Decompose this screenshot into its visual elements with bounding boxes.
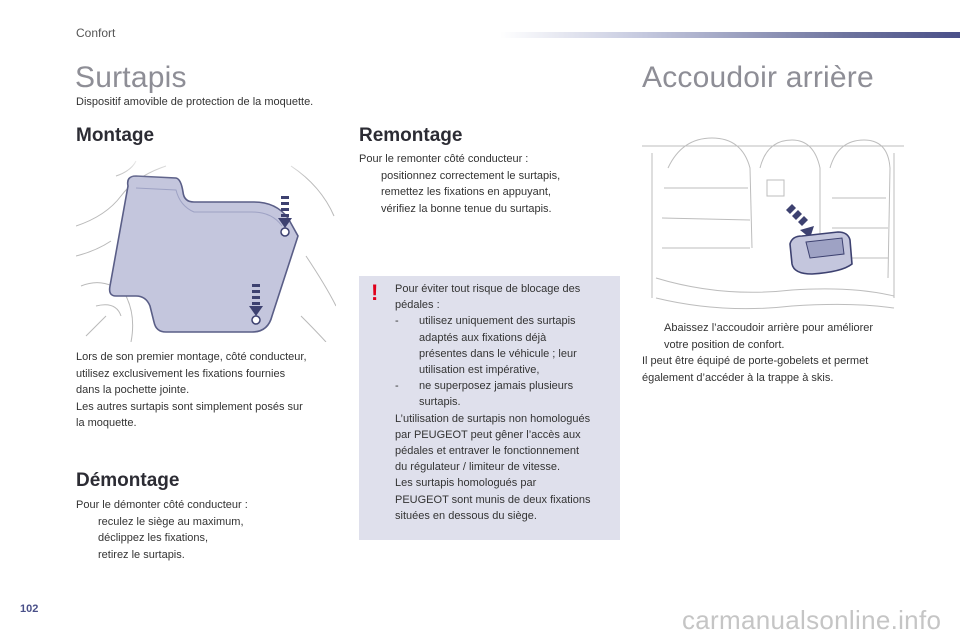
text-line: adaptés aux fixations déjà	[419, 331, 547, 344]
list-item	[76, 514, 346, 531]
text-line: Les surtapis homologués par	[395, 477, 537, 490]
heading-remontage: Remontage	[359, 125, 463, 146]
text-line: pédales et entraver le fonctionnement	[395, 445, 580, 458]
watermark: carmanualsonline.info	[682, 605, 942, 635]
list-item	[359, 184, 619, 201]
text-line: utilisez exclusivement les fixations fournies	[76, 367, 286, 380]
text-line: utilisez uniquement des surtapis	[419, 315, 576, 328]
list-item-text: retirez le surtapis.	[98, 548, 185, 561]
text-line: PEUGEOT sont munis de deux fixations	[395, 493, 591, 506]
page-number: 102	[20, 603, 39, 615]
intro-text: Pour le remonter côté conducteur :	[359, 153, 529, 165]
list-item-text: reculez le siège au maximum,	[98, 515, 244, 528]
list-item-text: déclippez les fixations,	[98, 532, 209, 544]
text-line: Lors de son premier montage, côté conducteur,	[76, 351, 307, 363]
text-line: dans la pochette jointe.	[76, 384, 190, 396]
rear-armrest-illustration	[642, 128, 904, 314]
list-item	[359, 201, 619, 218]
page-title-accoudoir: Accoudoir arrière	[642, 61, 874, 94]
heading-montage: Montage	[76, 125, 155, 146]
text-line: la moquette.	[76, 417, 137, 429]
text-line: Il peut être équipé de porte-gobelets et permet	[642, 355, 869, 367]
text-line: L’utilisation de surtapis non homologués	[395, 412, 591, 425]
remontage-text	[359, 151, 619, 217]
list-item	[76, 547, 346, 564]
demontage-text	[76, 497, 346, 563]
list-item	[642, 320, 912, 353]
bullet-marker-icon	[359, 168, 381, 185]
text-line: votre position de confort.	[664, 338, 785, 351]
text-line: Abaissez l’accoudoir arrière pour améliorer	[664, 322, 874, 334]
bullet-marker-icon	[76, 530, 98, 547]
text-line: surtapis.	[419, 396, 461, 409]
list-item	[395, 313, 617, 378]
text-line: Les autres surtapis sont simplement posés sur	[76, 400, 303, 413]
dash-marker: -	[395, 380, 399, 393]
warning-box	[359, 276, 620, 540]
floor-mat-illustration	[76, 156, 336, 342]
text-line: utilisation est impérative,	[419, 364, 540, 377]
list-item	[76, 530, 346, 547]
list-item	[359, 168, 619, 185]
montage-text	[76, 349, 346, 432]
text-line: situées en dessous du siège.	[395, 509, 537, 522]
text-line: Pour éviter tout risque de blocage des	[395, 283, 581, 295]
heading-demontage: Démontage	[76, 470, 180, 491]
bullet-marker-icon	[359, 201, 381, 218]
text-line: du régulateur / limiteur de vitesse.	[395, 461, 561, 474]
list-item-text: positionnez correctement le surtapis,	[381, 169, 561, 182]
dash-marker: -	[395, 315, 399, 328]
text-line: par PEUGEOT peut gêner l’accès aux	[395, 428, 581, 441]
intro-text: Pour le démonter côté conducteur :	[76, 499, 248, 511]
bullet-marker-icon	[76, 514, 98, 531]
text-line: pédales :	[395, 299, 440, 312]
warning-text	[395, 281, 617, 524]
bullet-marker-icon	[76, 547, 98, 564]
section-label: Confort	[76, 26, 116, 40]
subtitle: Dispositif amovible de protection de la moquette.	[76, 96, 314, 108]
text-line: présentes dans le véhicule ; leur	[419, 347, 577, 360]
accoudoir-text	[642, 320, 912, 386]
warning-icon: !	[371, 280, 379, 305]
list-item-text: vérifiez la bonne tenue du surtapis.	[381, 202, 552, 215]
page-title-surtapis: Surtapis	[75, 61, 187, 94]
bullet-marker-icon	[642, 320, 664, 353]
header-bar	[500, 32, 960, 38]
list-item	[395, 378, 617, 410]
list-item-text: remettez les fixations en appuyant,	[381, 186, 551, 198]
bullet-marker-icon	[359, 184, 381, 201]
text-line: ne superposez jamais plusieurs	[419, 380, 574, 393]
text-line: également d’accéder à la trappe à skis.	[642, 371, 834, 384]
